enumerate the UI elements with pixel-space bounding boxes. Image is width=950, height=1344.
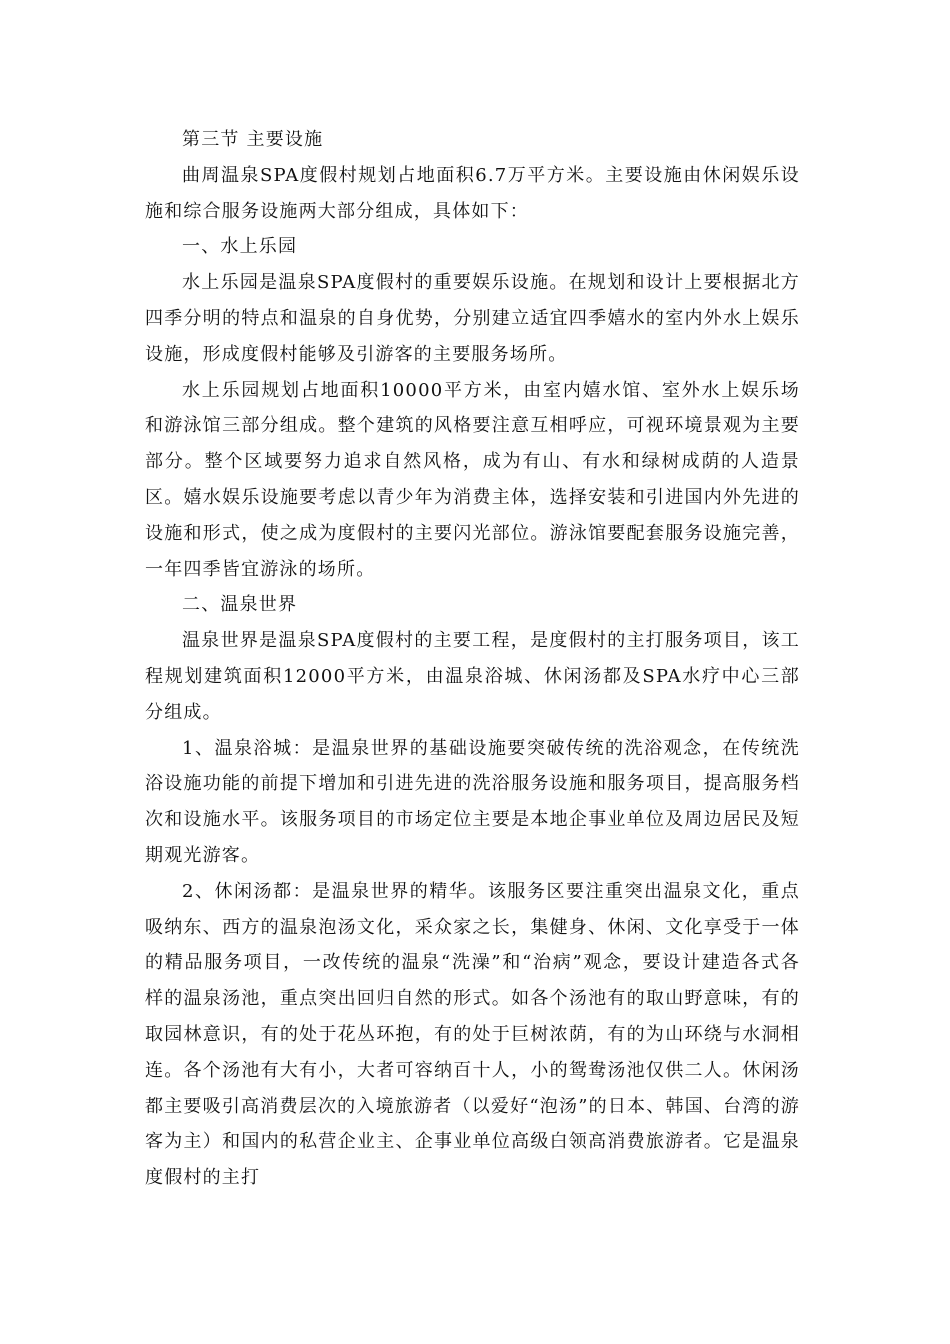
paragraph-bath-city: 1、温泉浴城：是温泉世界的基础设施要突破传统的洗浴观念，在传统洗浴设施功能的前提下增加和引进先进的洗浴服务设施和服务项目，提高服务档次和设施水平。该服务项目的市场定位主要是本地企事业单位及周边居民及短期观光游客。	[145, 737, 800, 866]
intro-paragraph: 曲周温泉SPA度假村规划占地面积6.7万平方米。主要设施由休闲娱乐设施和综合服务设施两大部分组成，具体如下：	[145, 164, 800, 222]
paragraph-water-park-overview: 水上乐园是温泉SPA度假村的重要娱乐设施。在规划和设计上要根据北方四季分明的特点和温泉的自身优势，分别建立适宜四季嬉水的室内外水上娱乐设施，形成度假村能够及引游客的主要服务场所。	[145, 272, 800, 365]
heading-water-park: 一、水上乐园	[182, 236, 298, 258]
paragraph-hot-spring-world-overview: 温泉世界是温泉SPA度假村的主要工程，是度假村的主打服务项目，该工程规划建筑面积12000平方米，由温泉浴城、休闲汤都及SPA水疗中心三部分组成。	[145, 630, 800, 723]
section-title: 第三节 主要设施	[182, 129, 324, 150]
document-body	[145, 122, 800, 1196]
heading-hot-spring-world: 二、温泉世界	[182, 594, 298, 616]
paragraph-water-park-plan: 水上乐园规划占地面积10000平方米，由室内嬉水馆、室外水上娱乐场和游泳馆三部分组成。整个建筑的风格要注意互相呼应，可视环境景观为主要部分。整个区域要努力追求自然风格，成为有山、有水和绿树成荫的人造景区。嬉水娱乐设施要考虑以青少年为消费主体，选择安装和引进国内外先进的设施和形式，使之成为度假村的主要闪光部位。游泳馆要配套服务设施完善，一年四季皆宜游泳的场所。	[145, 379, 800, 580]
paragraph-leisure-spa-capital: 2、休闲汤都：是温泉世界的精华。该服务区要注重突出温泉文化，重点吸纳东、西方的温泉泡汤文化，采众家之长，集健身、休闲、文化享受于一体的精品服务项目，一改传统的温泉“洗澡”和“治病”观念，要设计建造各式各样的温泉汤池，重点突出回归自然的形式。如各个汤池有的取山野意味，有的取园林意识，有的处于花丛环抱，有的处于巨树浓荫，有的为山环绕与水洞相连。各个汤池有大有小，大者可容纳百十人，小的鸳鸯汤池仅供二人。休闲汤都主要吸引高消费层次的入境旅游者（以爱好“泡汤”的日本、韩国、台湾的游客为主）和国内的私营企业主、企事业单位高级白领高消费旅游者。它是温泉度假村的主打	[145, 880, 800, 1189]
